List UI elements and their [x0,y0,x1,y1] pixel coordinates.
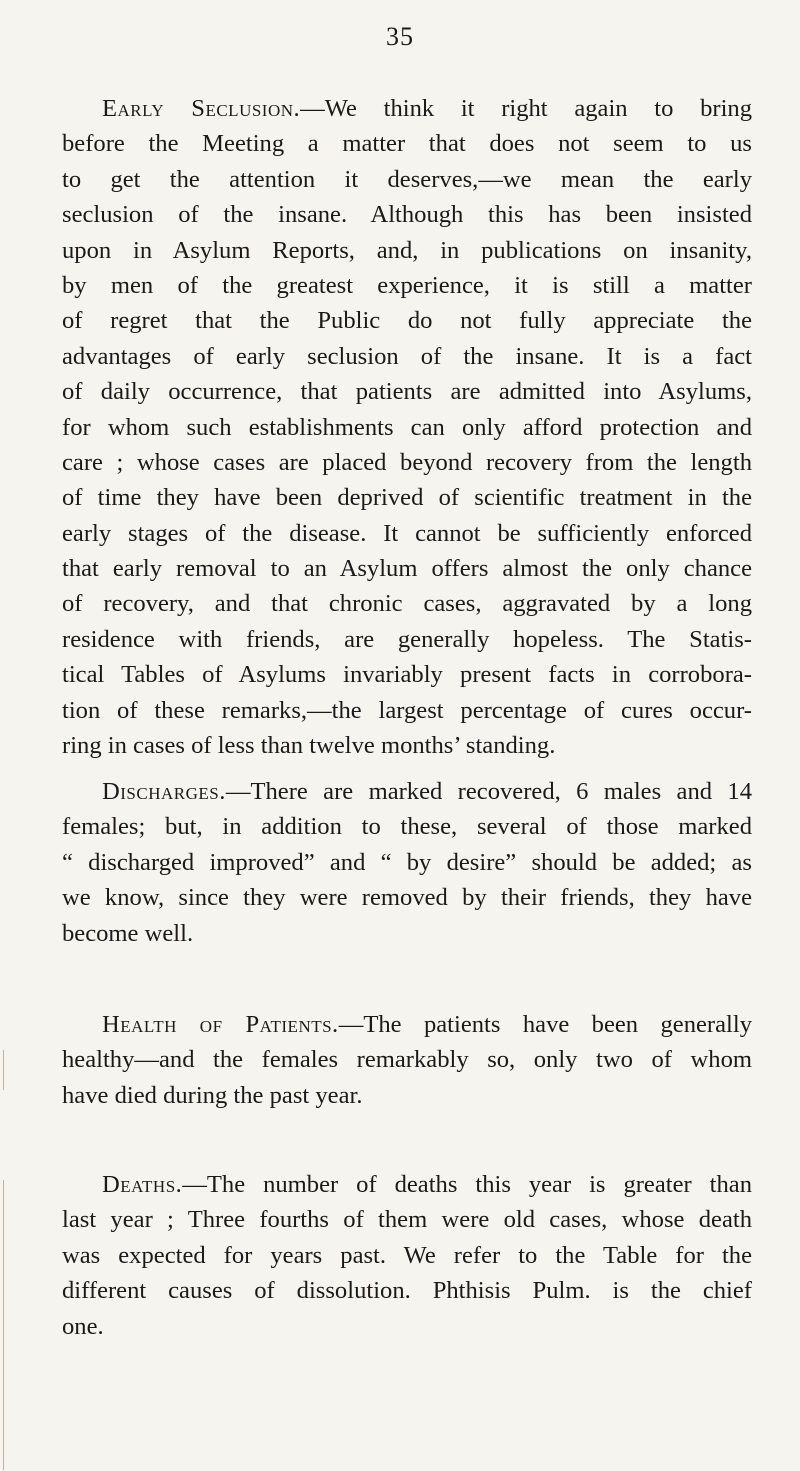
paragraph-line: —There are marked recovered, 6 males and 14 [225,778,752,805]
paragraph-deaths [62,1167,752,1344]
paragraph-first-line [62,91,752,126]
paragraph-line: we know, since they were removed by their friends, they have [62,884,752,912]
page-number: 35 [386,22,414,51]
paragraph-line: seclusion of the insane. Although this has been insisted [62,201,752,229]
paragraph-line: of regret that the Public do not fully appreciate the [62,307,752,335]
paragraph-line: “ discharged improved” and “ by desire” should be added; as [62,848,752,876]
paragraph-line: of daily occurrence, that patients are admitted into Asylums, [62,378,752,406]
paragraph-line: upon in Asylum Reports, and, in publications on insanity, [62,236,752,264]
paragraph-line: before the Meeting a matter that does not seem to us [62,130,752,158]
paragraph-line: different causes of dissolution. Phthisis Pulm. is the chief [62,1277,752,1305]
paragraph-line: advantages of early seclusion of the insane. It is a fact [62,342,752,370]
paragraph-line: ring in cases of less than twelve months’ standing. [62,732,556,760]
margin-mark [3,1180,4,1470]
section-heading-health-of-patients: Health of Patients. [102,1011,339,1038]
section-heading-early-seclusion: Early Seclusion. [102,95,301,122]
paragraph-line: females; but, in addition to these, several of those marked [62,813,752,841]
paragraph-line: —We think it right again to bring [300,95,752,122]
paragraph-health-of-patients [62,1007,752,1113]
paragraph-line: one. [62,1312,104,1340]
paragraph-line: become well. [62,919,194,947]
paragraph-line: of recovery, and that chronic cases, aggravated by a long [62,590,752,618]
paragraph-line: last year ; Three fourths of them were old cases, whose death [62,1206,752,1234]
margin-mark [3,1050,4,1090]
paragraph-early-seclusion [62,91,752,763]
paragraph-line: to get the attention it deserves,—we mean the early [62,165,752,193]
paragraph-line: of time they have been deprived of scientific treatment in the [62,484,752,512]
paragraph-line: by men of the greatest experience, it is still a matter [62,271,752,299]
paragraph-first-line [62,774,752,809]
paragraph-line: —The patients have been generally [338,1011,753,1038]
paragraph-line: tical Tables of Asylums invariably present facts in corrobora- [62,661,752,689]
paragraph-discharges [62,774,752,951]
paragraph-line: was expected for years past. We refer to the Table for the [62,1241,752,1269]
paragraph-line: have died during the past year. [62,1081,363,1109]
section-heading-deaths: Deaths. [102,1171,183,1198]
section-heading-discharges: Discharges. [102,778,226,805]
paragraph-line: that early removal to an Asylum offers almost the only chance [62,555,752,583]
paragraph-line: —The number of deaths this year is greater than [182,1171,752,1198]
paragraph-first-line [62,1007,752,1042]
paragraph-line: care ; whose cases are placed beyond recovery from the length [62,448,752,476]
paragraph-first-line [62,1167,752,1202]
paragraph-line: early stages of the disease. It cannot be sufficiently enforced [62,519,752,547]
paragraph-line: healthy—and the females remarkably so, only two of whom [62,1046,752,1074]
paragraph-line: tion of these remarks,—the largest percentage of cures occur- [62,696,752,724]
paragraph-line: residence with friends, are generally hopeless. The Statis- [62,625,752,653]
paragraph-line: for whom such establishments can only afford protection and [62,413,752,441]
